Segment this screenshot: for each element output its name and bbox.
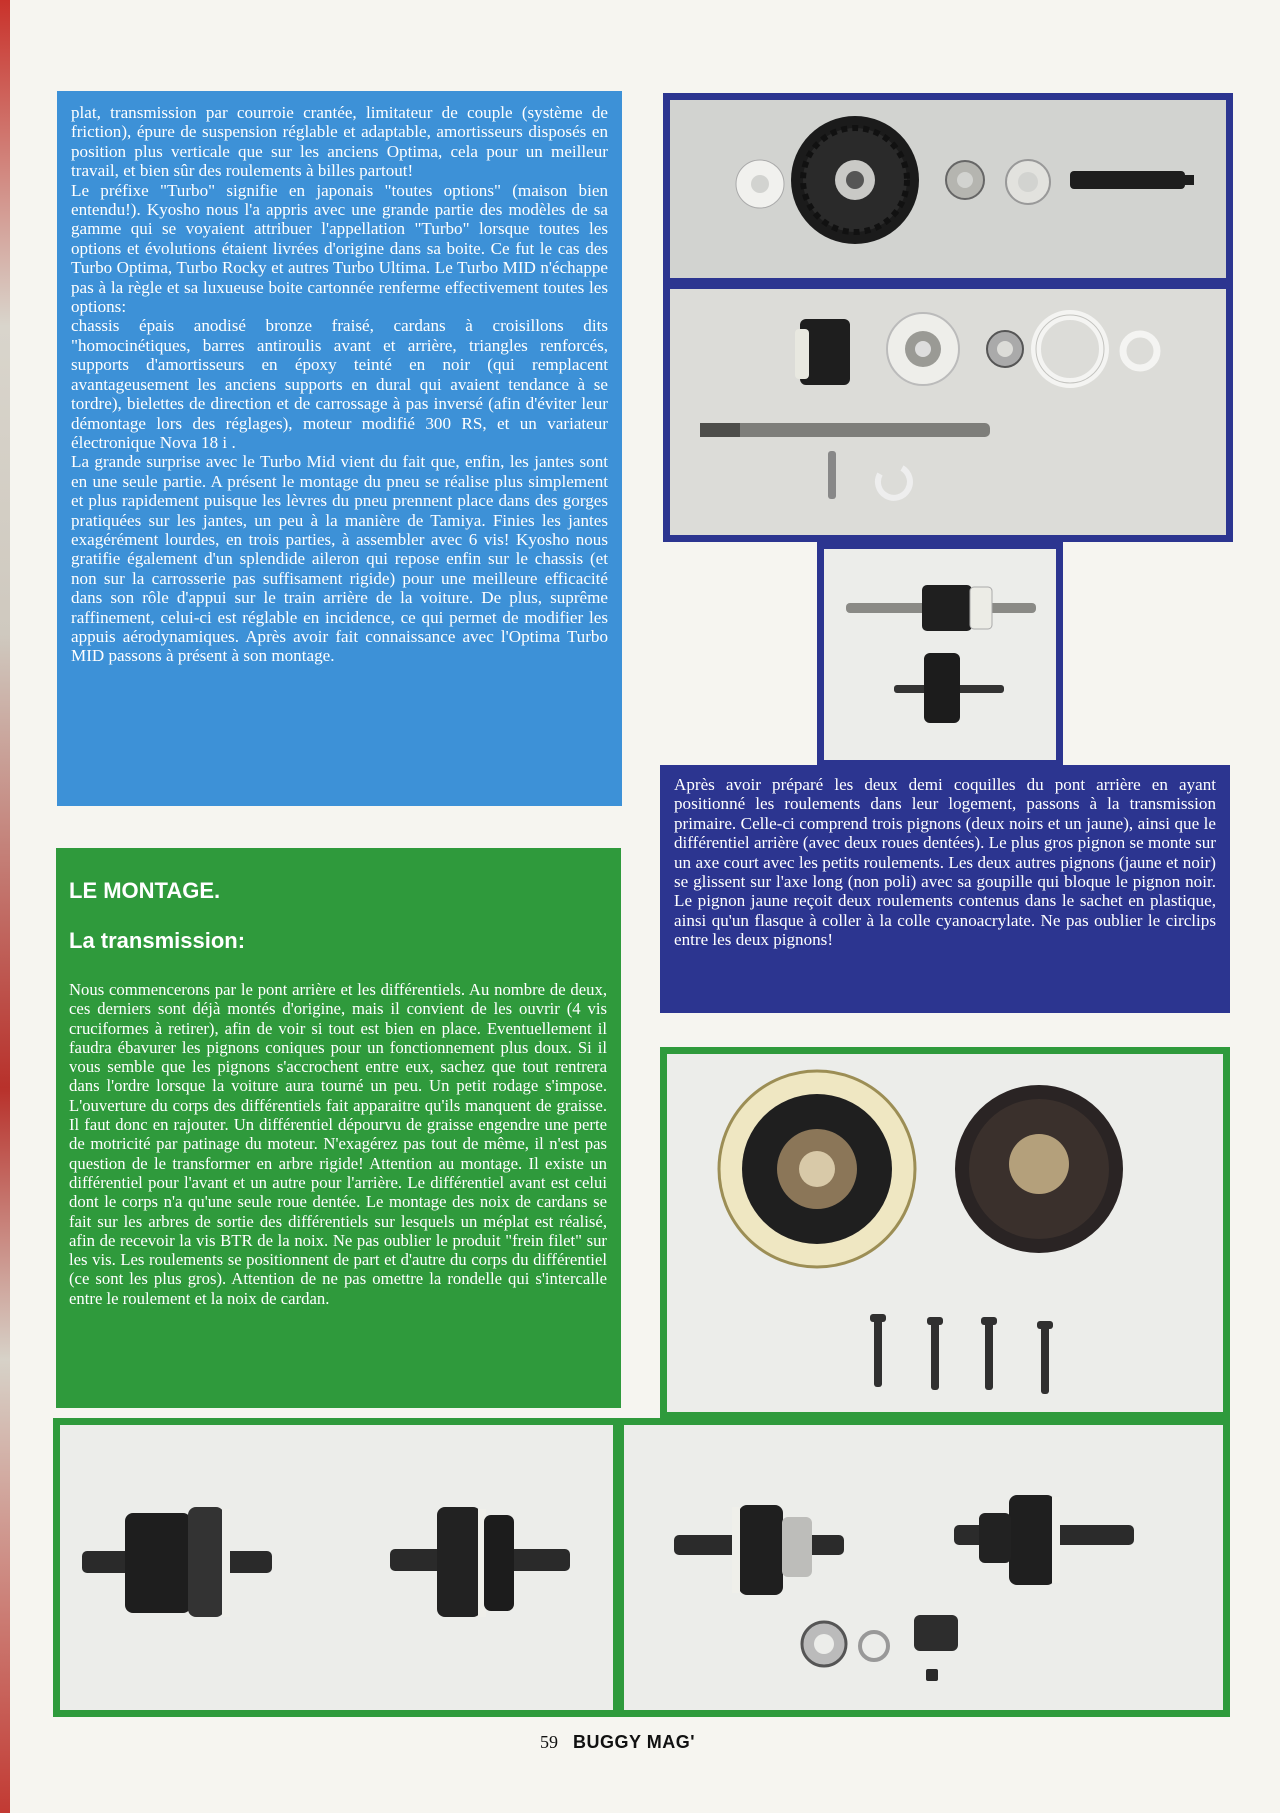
pinion-shaft-illustration <box>670 289 1226 535</box>
differential-open-left-icon <box>719 1071 915 1267</box>
photo-differentials-bearings <box>624 1425 1223 1710</box>
page-number: 59 <box>540 1732 558 1752</box>
intro-paragraphs: plat, transmission par courroie crantée, limitateur de couple (système de friction), épure de suspension réglable et adaptable, amortisseurs disposés en position plus verticale que sur les anciens Optima, cela pour un meilleur travail, et bien sûr des roulements à billes partout! Le préfixe "Turbo" signifie en japonais "toutes options" (maison bien entendu!). Kyosho nous l'a appris avec une grande partie des modèles de sa gamme qui se voyaient attribuer l'appellation "Turbo" lorsque toutes les options et évolutions étaient livrées d'origine dans sa boite. Ce fut le cas des Turbo Optima, Turbo Rocky et autres Turbo Ultima. Le Turbo MID n'échappe pas à la règle et sa luxueuse boite cartonnée renferme effectivement toutes les options: chassis épais anodisé bronze fraisé, cardans à croisillons dits "homocinétiques, barres antiroulis avant et arrière, triangles renforcés, supports d'amortisseurs en époxy teinté en noir (qui remplacent avantageusement les anciens supports en dural qui avaient tendance à se tordre), bielettes de direction et de carrossage à pas inversé (afin d'éviter leur démontage lors des réglages), moteur modifié 300 RS, et un variateur électronique Nova 18 i . La grande surprise avec le Turbo Mid vient du fait que, enfin, les jantes sont en une seule partie. A présent le montage du pneu se réalise plus simplement et plus rapidement puisque les lèvres du pneu prennent place dans des gorges pratiquées sur les jantes, un peu à la manière de Tamiya. Finies les jantes exagérément lourdes, en trois parties, à assembler avec 6 vis! Kyosho nous gratifie également d'un splendide aileron qui repose enfin sur le chassis (et non sur la carrosserie pas suffisament rigide) pour une meilleure efficacité dans son rôle d'appui sur le train arrière de la voiture. De plus, suprême raffinement, celui-ci est réglable en incidence, ce qui permet de modifier les appuis aérodynamiques. Après avoir fait connaissance avec l'Optima Turbo MID passons à présent à son montage. <box>71 103 608 666</box>
montage-text-box <box>56 848 621 1408</box>
differentials-pair-illustration <box>60 1425 613 1710</box>
transmission-caption: Après avoir préparé les deux demi coquilles du pont arrière en ayant positionné les roulements dans leur logement, passons à la transmission primaire. Celle-ci comprend trois pignons (deux noirs et un jaune), ainsi que le différentiel arrière (avec deux roues dentées). Le plus gros pignon se monte sur un axe court avec les petits roulements. Les deux autres pignons (jaune et noir) se glissent sur l'axe long (non poli) avec sa goupille qui bloque le pignon noir. Le pignon jaune reçoit deux roulements contenus dans le sachet en plastique, ainsi qu'un flasque à coller à la colle cyanoacrylate. Ne pas oublier le circlips entre les deux pignons! <box>674 775 1216 950</box>
photo-assembled-shaft-frame <box>817 542 1063 767</box>
transmission-caption-box <box>660 765 1230 1013</box>
assembled-shaft-illustration <box>824 549 1056 760</box>
magazine-name: BUGGY MAG' <box>573 1732 695 1752</box>
front-differential-icon <box>390 1507 570 1617</box>
differential-open-right-icon <box>955 1085 1123 1253</box>
photo-pinion-shaft-frame <box>663 282 1233 542</box>
subsection-heading: La transmission: <box>69 928 246 953</box>
photo-differentials-pair <box>60 1425 613 1710</box>
photo-pinion-shaft <box>670 289 1226 535</box>
rear-differential-icon <box>82 1507 272 1617</box>
screws-icon <box>870 1314 1053 1394</box>
gear-parts-illustration <box>670 100 1226 278</box>
photo-gear-parts <box>670 100 1226 278</box>
large-gear-icon <box>791 116 919 244</box>
photo-open-differentials-frame <box>660 1047 1230 1419</box>
page-footer <box>540 1732 840 1753</box>
page-edge-strip <box>0 0 10 1813</box>
photo-differentials-pair-frame <box>53 1418 620 1717</box>
photo-differentials-bearings-frame <box>617 1418 1230 1717</box>
differential-with-cup-left-icon <box>674 1505 844 1595</box>
differentials-bearings-illustration <box>624 1425 1223 1710</box>
montage-paragraph: Nous commencerons par le pont arrière et les différentiels. Au nombre de deux, ces derniers sont déjà montés d'origine, mais il convient de les ouvrir (4 vis cruciformes à retirer), afin de voir si tout est bien en place. Eventuellement il faudra ébavurer les pignons coniques pour un fonctionnement plus doux. Si il vous semble que les pignons s'accrochent entre eux, sachez que tout rentrera dans l'ordre lorsque la voiture aura tourné un peu. Un petit rodage s'impose. L'ouverture du corps des différentiels fait apparaitre qu'ils manquent de graisse. Il faut donc en rajouter. Un différentiel dépourvu de graisse engendre une perte de motricité par patinage du moteur. N'exagérez pas tout de même, il n'est pas question de le transformer en arbre rigide! Attention au montage. Il existe un différentiel pour l'avant et un autre pour l'arrière. Le différentiel avant est celui dont le corps n'a qu'une seule roue dentée. Le montage des noix de cardans se fait sur les arbres de sortie des différentiels sur lesquels un méplat est réalisé, afin de recevoir la vis BTR de la noix. Ne pas oublier le produit "frein filet" sur les vis. Les roulements se positionnent de part et d'autre du corps du différentiel (ce sont les plus gros). Attention de ne pas omettre la rondelle qui s'intercalle entre le roulement et la noix de cardan. <box>69 980 607 1308</box>
photo-assembled-shaft <box>824 549 1056 760</box>
section-heading: LE MONTAGE. <box>69 878 221 903</box>
open-differentials-illustration <box>667 1054 1223 1412</box>
intro-text-box <box>57 91 622 806</box>
photo-open-differentials <box>667 1054 1223 1412</box>
photo-gear-parts-frame <box>663 93 1233 285</box>
differential-with-cup-right-icon <box>954 1495 1134 1585</box>
